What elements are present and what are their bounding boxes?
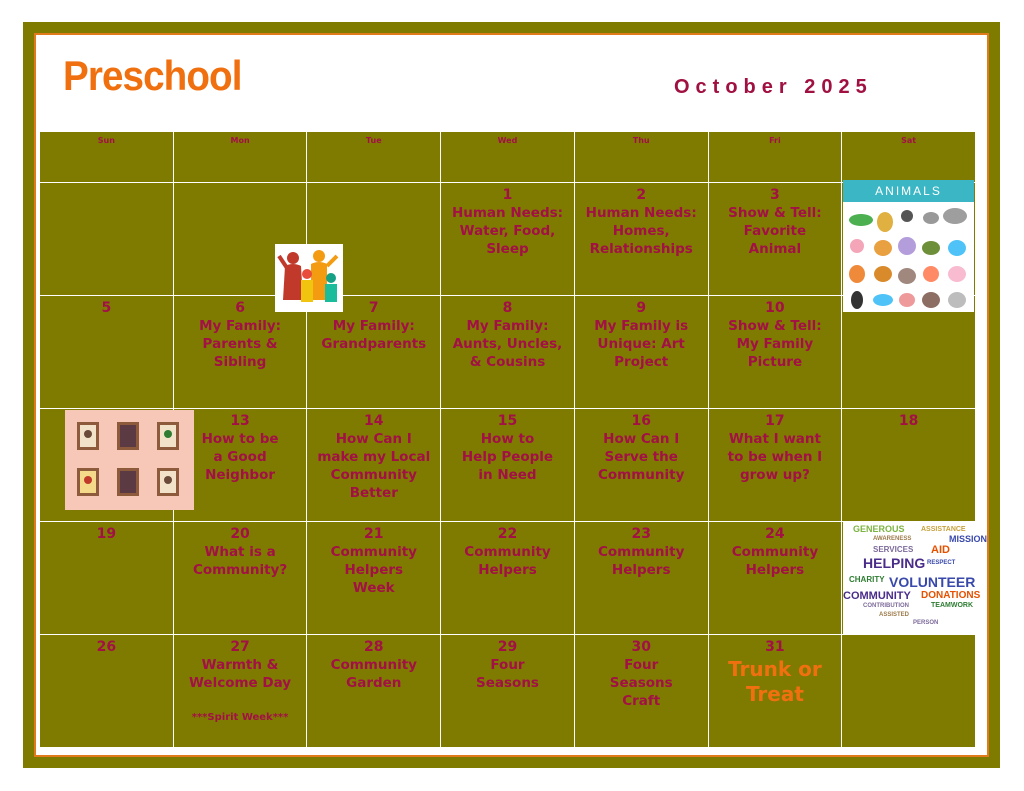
neighbors-image — [65, 410, 194, 510]
day-activity: How Can I Serve the Community — [597, 431, 685, 483]
day-cell-empty — [40, 183, 173, 295]
animals-illustration — [843, 202, 974, 312]
day-cell-14 — [307, 409, 440, 521]
day-number: 30 — [631, 639, 651, 655]
day-activity: Community Garden — [330, 657, 417, 691]
weekday-tue: Tue — [307, 132, 440, 182]
family-image — [275, 244, 343, 312]
day-number: 14 — [364, 413, 384, 429]
day-cell-18 — [842, 409, 975, 521]
day-cell-9 — [575, 296, 708, 408]
day-number: 27 — [230, 639, 250, 655]
day-number: 9 — [636, 300, 647, 316]
day-activity: Show & Tell: Favorite Animal — [728, 205, 822, 257]
page-title: Preschool — [63, 52, 242, 99]
day-cell-22 — [441, 522, 574, 634]
word-cloud-word: GENEROUS — [853, 524, 905, 534]
word-cloud-word: SERVICES — [873, 545, 914, 554]
day-number: 28 — [364, 639, 384, 655]
day-number: 31 — [765, 639, 785, 655]
word-cloud-word: CONTRIBUTION — [863, 603, 909, 609]
day-number: 5 — [101, 300, 112, 316]
day-activity: Community Helpers — [464, 544, 551, 578]
day-number: 21 — [364, 526, 384, 542]
day-number: 16 — [631, 413, 651, 429]
day-activity: My Family: Grandparents — [321, 318, 427, 352]
animals-image — [843, 180, 974, 312]
day-cell-20 — [174, 522, 307, 634]
day-number: 15 — [497, 413, 518, 429]
day-activity: Community Helpers — [597, 544, 685, 578]
weekday-fri: Fri — [709, 132, 842, 182]
day-cell-8 — [441, 296, 574, 408]
day-activity: My Family: Aunts, Uncles, & Cousins — [452, 318, 563, 370]
day-number: 19 — [96, 526, 117, 542]
day-number: 13 — [230, 413, 250, 429]
word-cloud-word: RESPECT — [927, 560, 956, 566]
day-cell-6 — [174, 296, 307, 408]
word-cloud-word: COMMUNITY — [843, 590, 911, 602]
word-cloud-image — [843, 522, 988, 634]
word-cloud-word: AID — [931, 544, 950, 556]
day-cell-10 — [709, 296, 842, 408]
word-cloud-word: ASSISTANCE — [921, 526, 966, 533]
day-cell-19 — [40, 522, 173, 634]
day-number: 3 — [770, 187, 780, 203]
day-number: 8 — [502, 300, 513, 316]
animals-banner: ANIMALS — [843, 180, 974, 202]
day-activity: How Can I make my Local Community Better — [317, 431, 431, 501]
day-number: 18 — [898, 413, 919, 429]
day-number: 26 — [96, 639, 117, 655]
day-cell-28 — [307, 635, 440, 747]
day-number: 20 — [230, 526, 250, 542]
day-cell-15 — [441, 409, 574, 521]
weekday-sat: Sat — [842, 132, 975, 182]
day-number: 10 — [765, 300, 785, 316]
windows-illustration — [65, 410, 194, 510]
day-activity: What is a Community? — [192, 544, 288, 578]
day-cell-5 — [40, 296, 173, 408]
day-activity: How to be a Good Neighbor — [201, 431, 279, 483]
day-number: 7 — [368, 300, 379, 316]
weekday-wed: Wed — [441, 132, 574, 182]
day-activity: Show & Tell: My Family Picture — [728, 318, 822, 370]
day-activity: My Family is Unique: Art Project — [594, 318, 689, 370]
weekday-mon: Mon — [174, 132, 307, 182]
day-cell-27 — [174, 635, 307, 747]
day-number: 29 — [497, 639, 518, 655]
word-cloud-word: AWARENESS — [873, 536, 912, 542]
day-activity: How to Help People in Need — [461, 431, 554, 483]
day-cell-21 — [307, 522, 440, 634]
family-icon — [275, 244, 343, 312]
day-activity: My Family: Parents & Sibling — [199, 318, 282, 370]
day-number: 22 — [497, 526, 518, 542]
word-cloud-word: MISSION — [949, 534, 988, 544]
word-cloud-word: ASSISTED — [879, 612, 910, 618]
day-cell-29 — [441, 635, 574, 747]
weekday-thu: Thu — [575, 132, 708, 182]
day-cell-16 — [575, 409, 708, 521]
day-activity: Community Helpers Week — [330, 544, 417, 596]
day-activity: Warmth & Welcome Day — [189, 657, 292, 691]
day-cell-23 — [575, 522, 708, 634]
month-label: October 2025 — [674, 76, 873, 98]
weekday-sun: Sun — [40, 132, 173, 182]
day-cell-24 — [709, 522, 842, 634]
word-cloud-word: VOLUNTEER — [889, 574, 976, 590]
word-cloud-word: HELPING — [863, 555, 926, 571]
day-number: 23 — [631, 526, 651, 542]
day-cell-26 — [40, 635, 173, 747]
day-number: 17 — [765, 413, 785, 429]
day-activity: Human Needs: Water, Food, Sleep — [451, 205, 564, 257]
day-activity: Community Helpers — [731, 544, 819, 578]
day-cell-7 — [307, 296, 440, 408]
day-cell-2 — [575, 183, 708, 295]
trunk-or-treat-label: Trunk or Treat — [728, 657, 822, 706]
word-cloud-word: TEAMWORK — [931, 602, 973, 609]
day-cell-empty — [842, 635, 975, 747]
day-cell-3 — [709, 183, 842, 295]
day-activity: Four Seasons — [476, 657, 539, 691]
day-number: 2 — [636, 187, 647, 203]
day-cell-1 — [441, 183, 574, 295]
day-activity: Four Seasons Craft — [609, 657, 673, 709]
day-cell-31 — [709, 635, 842, 747]
word-cloud-word: DONATIONS — [921, 590, 981, 601]
day-number: 24 — [765, 526, 785, 542]
day-number: 1 — [502, 187, 513, 203]
day-number: 6 — [235, 300, 245, 316]
word-cloud-word: CHARITY — [849, 575, 885, 584]
spirit-week-note: ***Spirit Week*** — [191, 712, 289, 723]
day-cell-17 — [709, 409, 842, 521]
day-activity: Human Needs: Homes, Relationships — [585, 205, 697, 257]
day-activity: What I want to be when I grow up? — [727, 431, 823, 483]
word-cloud-word: PERSON — [913, 620, 939, 626]
day-cell-30 — [575, 635, 708, 747]
